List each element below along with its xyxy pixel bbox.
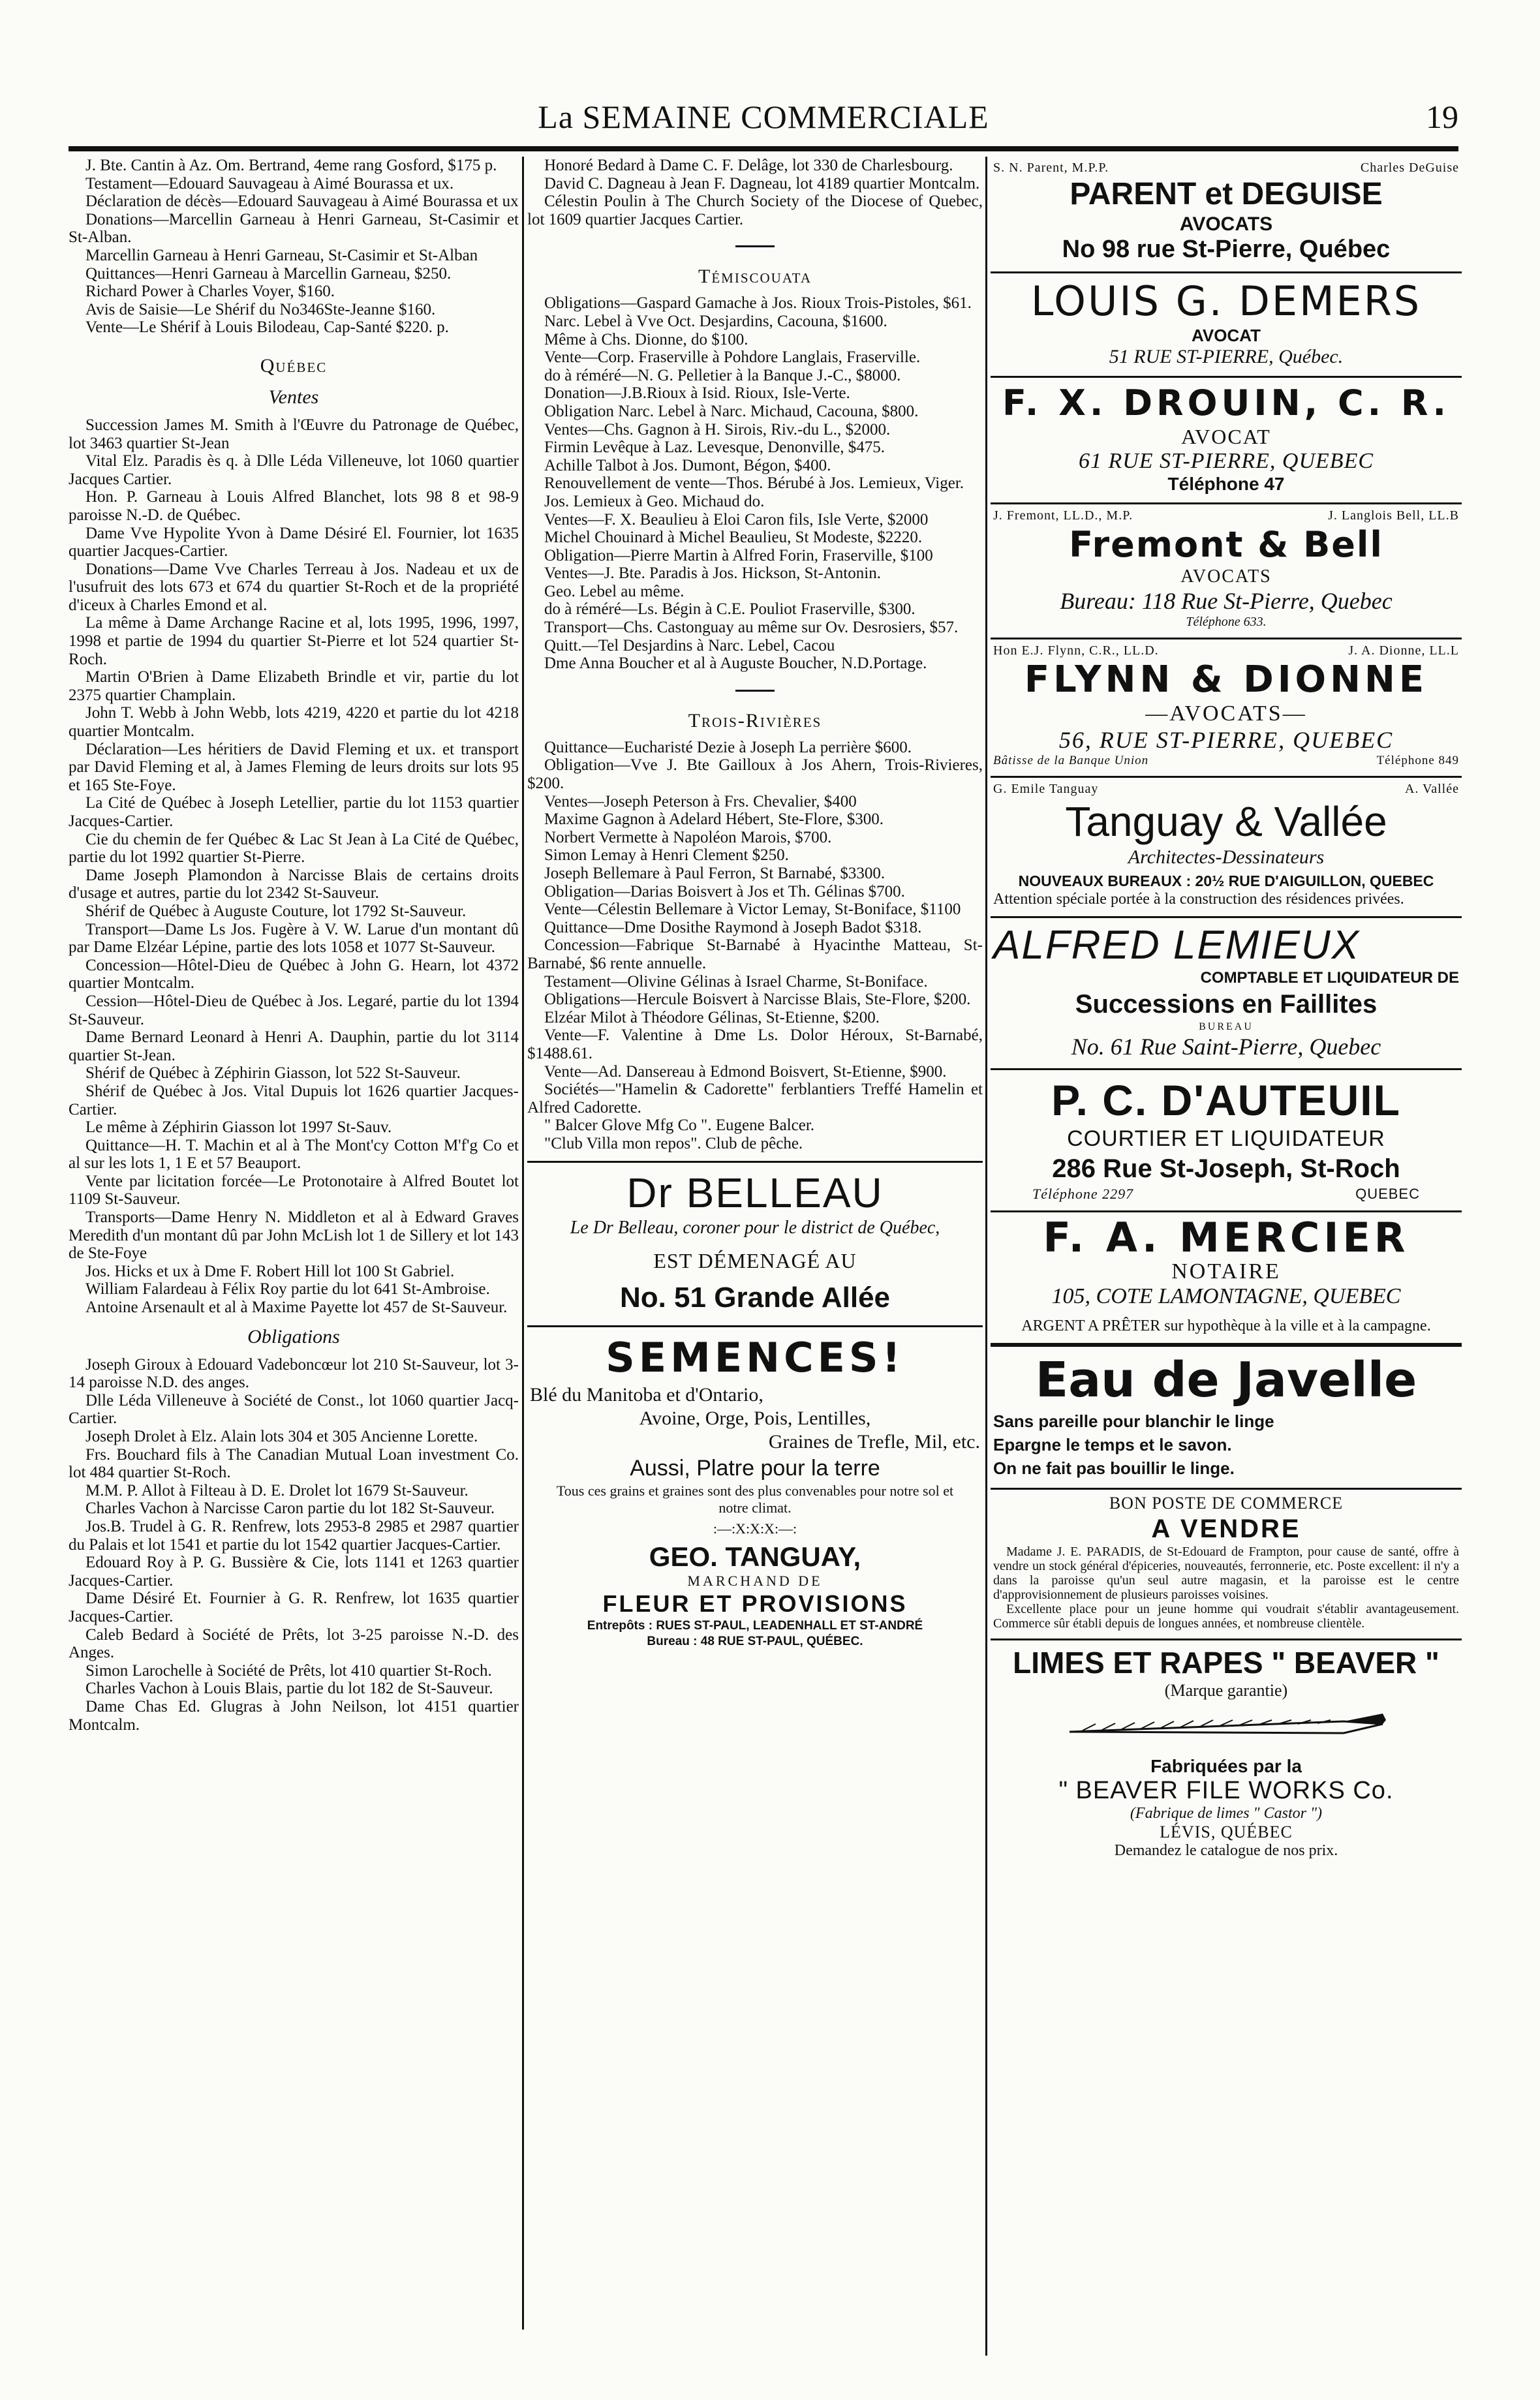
ad-role: —AVOCATS— [1145,701,1307,726]
ad-text: Excellente place pour un jeune homme qui voudrait s'établir avantageusement. Commerce sûr établi depuis de longues années, et nombreuse clientèle. [993,1602,1459,1631]
list-item: Concession—Fabrique St-Barnabé à Hyacinthe Matteau, St-Barnabé, $6 rente annuelle. [527,936,983,972]
ad-role: Architectes-Dessinateurs [1128,846,1325,868]
ad-partner: J. Langlois Bell, LL.B [1328,508,1459,523]
ad-text: Avoine, Orge, Pois, Lentilles, [639,1407,871,1429]
subheading-ventes: Ventes [268,386,319,408]
header-rule [69,146,1458,151]
ad-text: (Marque garantie) [1164,1681,1288,1700]
ad-role: AVOCAT [1192,326,1261,345]
list-item: Vente—Ad. Dansereau à Edmond Boisvert, St-Etienne, $900. [544,1062,947,1081]
list-item: Joseph Giroux à Edouard Vadeboncœur lot 210 St-Sauveur, lot 3-14 paroisse N.D. des anges. [69,1355,519,1392]
ad-name: Dr BELLEAU [626,1169,884,1216]
ad-title: BON POSTE DE COMMERCE [1109,1494,1344,1513]
ad-mercier [991,1212,1462,1345]
list-item: Déclaration de décès—Edouard Sauvageau à Aimé Bourassa et ux [85,192,519,211]
ad-text: Madame J. E. PARADIS, de St-Edouard de Frampton, pour cause de santé, offre à vendre un stock général d'épiceries, nouveautés, ferronnerie, etc. Poste excellent: il n'y a dans la paroisse qu'un seul autre magasin, et la paroisse est le centre d'approvisionnement de plusieurs paroisses voisines. [993,1545,1459,1602]
list-item: Jos. Hicks et ux à Dme F. Robert Hill lot 100 St Gabriel. [85,1262,455,1280]
list-item: Charles Vachon à Louis Blais, partie du lot 182 de St-Sauveur. [85,1680,493,1698]
list-item: Honoré Bedard à Dame C. F. Delâge, lot 330 de Charlesbourg. [544,157,953,174]
ad-lemieux [991,918,1462,1070]
ad-text: (Fabrique de limes " Castor ") [1130,1805,1323,1822]
ad-demers [991,273,1462,378]
list-item: Avis de Saisie—Le Shérif du No346Ste-Jeanne $160. [85,300,436,318]
list-item: Obligation—Pierre Martin à Alfred Forin, Fraserville, $100 [544,546,933,564]
ad-phone: Téléphone 2297 [1032,1186,1134,1202]
ad-dauteuil [991,1070,1462,1212]
ad-fremont-bell [991,504,1462,639]
list-item: " Balcer Glove Mfg Co ". Eugene Balcer. [544,1116,815,1135]
ad-name: ALFRED LEMIEUX [993,923,1361,968]
ad-role: COMPTABLE ET LIQUIDATEUR DE [1200,969,1459,987]
list-item: Dame Bernard Leonard à Henri A. Dauphin, partie du lot 3114 quartier St-Jean. [69,1028,519,1064]
ad-text: Entrepôts : RUES ST-PAUL, LEADENHALL ET ST-ANDRÉ [587,1618,923,1633]
section-heading-trois-rivieres: Trois-Rivières [688,709,822,731]
ad-text: On ne fait pas bouillir le linge. [993,1458,1235,1478]
ad-company: " BEAVER FILE WORKS Co. [1058,1777,1394,1804]
column-3-ads [991,157,1462,2322]
ad-role: NOTAIRE [1171,1259,1281,1284]
list-item: Succession James M. Smith à l'Œuvre du Patronage de Québec, lot 3463 quartier St-Jean [69,416,519,452]
ad-parent-deguise [991,157,1462,273]
ad-phone: Téléphone 849 [1376,754,1459,767]
ad-text: EST DÉMENAGÉ AU [653,1248,857,1272]
ad-partner: Hon E.J. Flynn, C.R., LL.D. [993,643,1159,658]
ad-name: LOUIS G. DEMERS [1030,277,1422,325]
list-item: Obligation—Darias Boisvert à Jos et Th. Gélinas $700. [544,882,905,900]
list-item: Donation—J.B.Rioux à Isid. Rioux, Isle-Verte. [544,384,850,403]
ad-partner: S. N. Parent, M.P.P. [993,161,1109,175]
list-item: Célestin Poulin à The Church Society of the Diocese of Quebec, lot 1609 quartier Jacques Cartier. [527,192,983,228]
ad-name: F. A. MERCIER [1043,1214,1409,1261]
list-item: Vente—Corp. Fraserville à Pohdore Langlais, Fraserville. [544,348,921,367]
ad-name: Eau de Javelle [1035,1352,1417,1408]
list-item: Geo. Lebel au même. [544,582,685,600]
file-illustration [1056,1707,1396,1746]
ad-phone: Téléphone 47 [1167,474,1285,494]
list-item: Marcellin Garneau à Henri Garneau, St-Casimir et St-Alban [85,246,478,264]
page-number: 19 [1426,99,1458,135]
list-item: Antoine Arsenault et al à Maxime Payette lot 457 de St-Sauveur. [85,1299,508,1317]
list-item: Quittance—Eucharisté Dezie à Joseph La perrière $600. [544,738,912,756]
list-item: Simon Lemay à Henri Clement $250. [544,846,789,865]
ad-name: FLYNN & DIONNE [1024,658,1428,701]
ad-name: SEMENCES! [606,1333,904,1381]
list-item: Obligation Narc. Lebel à Narc. Michaud, Cacouna, $800. [544,402,919,420]
list-item: Elzéar Milot à Théodore Gélinas, St-Etienne, $200. [544,1008,880,1026]
ad-text: Demandez le catalogue de nos prix. [1114,1842,1338,1859]
list-item: Edouard Roy à P. G. Bussière & Cie, lots 1141 et 1263 quartier Jacques-Cartier. [69,1554,519,1590]
ad-text: MARCHAND DE [687,1572,823,1589]
ad-text: Attention spéciale portée à la construction des résidences privées. [993,891,1404,908]
ad-text: FLEUR ET PROVISIONS [602,1590,908,1617]
list-item: Charles Vachon à Narcisse Caron partie du lot 182 St-Sauveur. [85,1500,495,1518]
list-item: Achille Talbot à Jos. Dumont, Bégon, $400. [544,456,831,474]
ad-text: Epargne le temps et le savon. [993,1435,1232,1454]
list-item: "Club Villa mon repos". Club de pêche. [544,1134,803,1152]
ad-building: Bâtisse de la Banque Union [993,754,1149,767]
ad-address: No. 51 Grande Allée [619,1281,891,1314]
ad-text: Aussi, Platre pour la terre [630,1455,880,1481]
ad-text: ARGENT A PRÊTER sur hypothèque à la ville et à la campagne. [1021,1317,1431,1334]
ad-specialty: Successions en Faillites [1075,990,1378,1019]
ad-name: Tanguay & Vallée [1065,798,1387,845]
ad-address: 61 RUE ST-PIERRE, QUEBEC [1078,449,1374,473]
subheading-obligations: Obligations [247,1325,340,1347]
list-item: John T. Webb à John Webb, lots 4219, 4220 et partie du lot 4218 quartier Montcalm. [69,704,519,741]
list-item: Hon. P. Garneau à Louis Alfred Blanchet, lots 98 8 et 98-9 paroisse N.-D. de Québec. [69,488,519,524]
ad-name: F. X. DROUIN, C. R. [1002,382,1450,423]
list-item: Renouvellement de vente—Thos. Bérubé à Jos. Lemieux, Viger. [544,474,964,493]
ad-name: P. C. D'AUTEUIL [1051,1076,1401,1124]
list-item: Vente—Célestin Bellemare à Victor Lemay, St-Boniface, $1100 [544,900,961,919]
list-item: Richard Power à Charles Voyer, $160. [85,283,335,301]
ad-company: GEO. TANGUAY, [649,1541,861,1572]
column-1 [69,157,519,2322]
section-heading-quebec: Québec [260,354,328,377]
list-item: Quittance—H. T. Machin et al à The Mont'cy Cotton M'f'g Co et al sur les lots 1, 1 E et 57 Beauport. [69,1136,519,1173]
list-item: Shérif de Québec à Jos. Vital Dupuis lot 1626 quartier Jacques-Cartier. [69,1082,519,1118]
list-item: Testament—Edouard Sauvageau à Aimé Bourassa et ux. [85,174,454,192]
ad-name: PARENT et DEGUISE [1070,177,1383,211]
list-item: Joseph Drolet à Elz. Alain lots 304 et 305 Ancienne Lorette. [85,1428,478,1445]
list-item: Dame Vve Hypolite Yvon à Dame Désiré El. Fournier, lot 1635 quartier Jacques-Cartier. [69,524,519,561]
entry-list [69,157,519,337]
list-item: Cie du chemin de fer Québec & Lac St Jean à La Cité de Québec, partie du lot 1992 quartier St-Pierre. [69,830,519,867]
ad-address: 56, RUE ST-PIERRE, QUEBEC [1058,727,1394,753]
list-item: Donations—Marcellin Garneau à Henri Garneau, St-Casimir et St-Alban. [69,210,519,247]
ad-address: 51 RUE ST-PIERRE, Québec. [1109,346,1344,367]
ad-separator: :—:X:X:X:—: [713,1520,797,1537]
section-heading-temiscouata: Témiscouata [698,266,812,288]
list-item: Dame Désiré Et. Fournier à G. R. Renfrew, lot 1635 quartier Jacques-Cartier. [69,1590,519,1625]
list-item: Obligations—Gaspard Gamache à Jos. Rioux Trois-Pistoles, $61. [544,294,972,313]
list-item: Shérif de Québec à Zéphirin Giasson, lot 522 St-Sauveur. [85,1064,461,1083]
list-item: La même à Dame Archange Racine et al, lots 1995, 1996, 1997, 1998 et partie de 1994 du quartier St-Pierre et lot 524 quartier St-Roch. [69,614,519,668]
list-item: Norbert Vermette à Napoléon Marois, $700. [544,828,832,846]
ad-text: Sans pareille pour blanchir le linge [993,1411,1274,1431]
list-item: Ventes—Joseph Peterson à Frs. Chevalier, $400 [544,792,857,810]
list-item: Frs. Bouchard fils à The Canadian Mutual Loan investment Co. lot 484 quartier St-Roch. [69,1445,519,1482]
ad-role: COURTIER ET LIQUIDATEUR [1067,1126,1385,1151]
list-item: Joseph Bellemare à Paul Ferron, St Barnabé, $3300. [544,865,886,882]
list-item: Obligations—Hercule Boisvert à Narcisse Blais, Ste-Flore, $200. [544,991,971,1009]
separator [735,690,775,692]
entry-list [527,739,983,1153]
ad-address: 105, COTE LAMONTAGNE, QUEBEC [1051,1284,1401,1308]
list-item: Maxime Gagnon à Adelard Hébert, Ste-Flore, $300. [544,810,884,829]
ad-address: Bureau: 118 Rue St-Pierre, Quebec [1060,588,1393,614]
ad-city: QUEBEC [1355,1186,1420,1202]
ad-role: AVOCAT [1181,425,1271,448]
ad-address: No. 61 Rue Saint-Pierre, Quebec [1071,1034,1381,1060]
list-item: Transport—Dame Ls Jos. Fugère à V. W. Larue d'un montant dû par Dame Elzéar Lépine, partie des lots 1058 et 1077 St-Sauveur. [69,920,519,957]
list-item: La Cité de Québec à Joseph Letellier, partie du lot 1153 quartier Jacques-Cartier. [69,794,519,830]
list-item: Ventes—Chs. Gagnon à H. Sirois, Riv.-du L., $2000. [544,420,891,438]
list-item: Martin O'Brien à Dame Elizabeth Brindle et vir, partie du lot 2375 quartier Champlain. [69,668,519,704]
ad-commerce [991,1490,1462,1640]
ad-partner: J. A. Dionne, LL.L [1348,643,1459,658]
list-item: Cession—Hôtel-Dieu de Québec à Jos. Legaré, partie du lot 1394 St-Sauveur. [69,992,519,1028]
ad-partner: G. Emile Tanguay [993,782,1099,796]
ad-city: LÉVIS, QUÉBEC [1160,1823,1293,1841]
ad-text: Blé du Manitoba et d'Ontario, [530,1383,763,1406]
list-item: do à réméré—N. G. Pelletier à la Banque J.-C., $8000. [544,366,901,384]
ad-phone: Téléphone 633. [1186,615,1267,629]
list-item: Narc. Lebel à Vve Oct. Desjardins, Cacouna, $1600. [544,312,887,330]
list-item: Shérif de Québec à Auguste Couture, lot 1792 St-Sauveur. [85,902,467,920]
list-item: Vital Elz. Paradis ès q. à Dlle Léda Villeneuve, lot 1060 quartier Jacques Cartier. [69,452,519,488]
ad-address: NOUVEAUX BUREAUX : 20½ RUE D'AIGUILLON, QUEBEC [1018,872,1434,889]
list-item: Transport—Chs. Castonguay au même sur Ov. Desrosiers, $57. [544,619,959,637]
list-item: Testament—Olivine Gélinas à Israel Charme, St-Boniface. [544,972,928,991]
list-item: Jos.B. Trudel à G. R. Renfrew, lots 2953-8 2985 et 2987 quartier du Palais et lot 1541 et partie du lot 1542 quartier Jacques-Cartier. [69,1517,519,1554]
list-item: Quitt.—Tel Desjardins à Narc. Lebel, Cacou [544,636,835,654]
ad-beaver [991,1640,1462,1868]
ad-text: Bureau : 48 RUE ST-PAUL, QUÉBEC. [647,1634,863,1648]
ad-text: Graines de Trefle, Mil, etc. [768,1430,980,1453]
list-item: Obligation—Vve J. Bte Gailloux à Jos Ahern, Trois-Rivieres, $200. [527,756,983,793]
list-item: Dame Joseph Plamondon à Narcisse Blais de certains droits d'usage et autres, partie du lot 2342 St-Sauveur. [69,866,519,902]
list-item: Dme Anna Boucher et al à Auguste Boucher, N.D.Portage. [544,654,927,673]
list-item: M.M. P. Allot à Filteau à D. E. Drolet lot 1679 St-Sauveur. [85,1481,469,1500]
entry-list [69,416,519,1317]
list-item: Firmin Levêque à Laz. Levesque, Denonville, $475. [544,438,886,457]
ad-subtitle: A VENDRE [1151,1515,1301,1543]
list-item: Donations—Dame Vve Charles Terreau à Jos. Nadeau et ux de l'usufruit des lots 673 et 674 du quartier St-Roch et de la propriété d'iceux à Charles Emond et al. [69,560,519,614]
list-item: Michel Chouinard à Michel Beaulieu, St Modeste, $2220. [544,529,923,547]
list-item: Vente par licitation forcée—Le Protonotaire à Alfred Boutet lot 1109 St-Sauveur. [69,1172,519,1208]
list-item: Transports—Dame Henry N. Middleton et al à Edward Graves Meredith d'un montant dû par John McLish lot 1 de Sillery et lot 143 de Ste-Foye [69,1208,519,1263]
list-item: Vente—Le Shérif à Louis Bilodeau, Cap-Santé $220. p. [85,318,449,337]
list-item: Ventes—F. X. Beaulieu à Eloi Caron fils, Isle Verte, $2000 [544,510,929,529]
ad-name: Fremont & Bell [1069,524,1383,565]
entry-list [527,157,983,228]
list-item: Quittances—Henri Garneau à Marcellin Garneau, $250. [85,264,452,283]
ad-role: AVOCATS [1179,213,1273,235]
ad-partner: J. Fremont, LL.D., M.P. [993,508,1133,523]
entry-list [69,1356,519,1734]
list-item: Ventes—J. Bte. Paradis à Jos. Hickson, St-Antonin. [544,564,881,583]
list-item: Vente—F. Valentine à Dme Ls. Dolor Héroux, St-Barnabé, $1488.61. [527,1026,983,1062]
separator [735,245,775,247]
entry-list [527,294,983,672]
ad-text: BUREAU [1199,1021,1254,1032]
ad-text: Le Dr Belleau, coroner pour le district de Québec, [570,1217,940,1238]
list-item: Simon Larochelle à Société de Prêts, lot 410 quartier St-Roch. [85,1661,492,1680]
column-divider [522,157,524,2330]
list-item: David C. Dagneau à Jean F. Dagneau, lot 4189 quartier Montcalm. [544,174,980,192]
list-item: Sociétés—"Hamelin & Cadorette" ferblantiers Treffé Hamelin et Alfred Cadorette. [527,1081,983,1116]
ad-address: 286 Rue St-Joseph, St-Roch [1052,1154,1400,1183]
ad-javelle [991,1345,1462,1490]
ad-text: Fabriquées par la [1150,1756,1302,1776]
column-divider [985,157,987,2356]
ad-drouin [991,378,1462,504]
ad-address: No 98 rue St-Pierre, Québec [1062,236,1391,263]
list-item: Déclaration—Les héritiers de David Fleming et ux. et transport par David Fleming et al, à James Fleming de leurs droits sur lots 95 et 165 Ste-Foye. [69,740,519,794]
list-item: do à réméré—Ls. Bégin à C.E. Pouliot Fraserville, $300. [544,600,916,619]
ad-tanguay-vallee [991,778,1462,918]
column-2 [527,157,983,2322]
ad-partner: A. Vallée [1404,782,1459,796]
list-item: Caleb Bedard à Société de Prêts, lot 3-25 paroisse N.-D. des Anges. [69,1625,519,1662]
ad-name: LIMES ET RAPES " BEAVER " [1013,1646,1440,1680]
ad-role: AVOCATS [1180,566,1272,587]
list-item: Quittance—Dme Dosithe Raymond à Joseph Badot $318. [544,918,922,936]
ad-flynn-dionne [991,639,1462,778]
ad-text: Tous ces grains et graines sont des plus convenables pour notre sol et notre climat. [556,1482,954,1516]
list-item: J. Bte. Cantin à Az. Om. Bertrand, 4eme rang Gosford, $175 p. [85,157,497,174]
ad-belleau [527,1161,983,1316]
running-head [69,98,1458,144]
list-item: William Falardeau à Félix Roy partie du lot 641 St-Ambroise. [85,1280,490,1299]
list-item: Le même à Zéphirin Giasson lot 1997 St-Sauv. [85,1118,392,1137]
list-item: Même à Chs. Dionne, do $100. [544,330,748,348]
page-title: La SEMAINE COMMERCIALE [538,99,989,135]
list-item: Jos. Lemieux à Geo. Michaud do. [544,492,765,510]
list-item: Dame Chas Ed. Glugras à John Neilson, lot 4151 quartier Montcalm. [69,1697,519,1734]
list-item: Concession—Hôtel-Dieu de Québec à John G. Hearn, lot 4372 quartier Montcalm. [69,956,519,992]
list-item: Dlle Léda Villeneuve à Société de Const., lot 1060 quartier Jacq-Cartier. [69,1391,519,1428]
ad-semences [527,1325,983,1650]
ad-partner: Charles DeGuise [1360,161,1459,175]
